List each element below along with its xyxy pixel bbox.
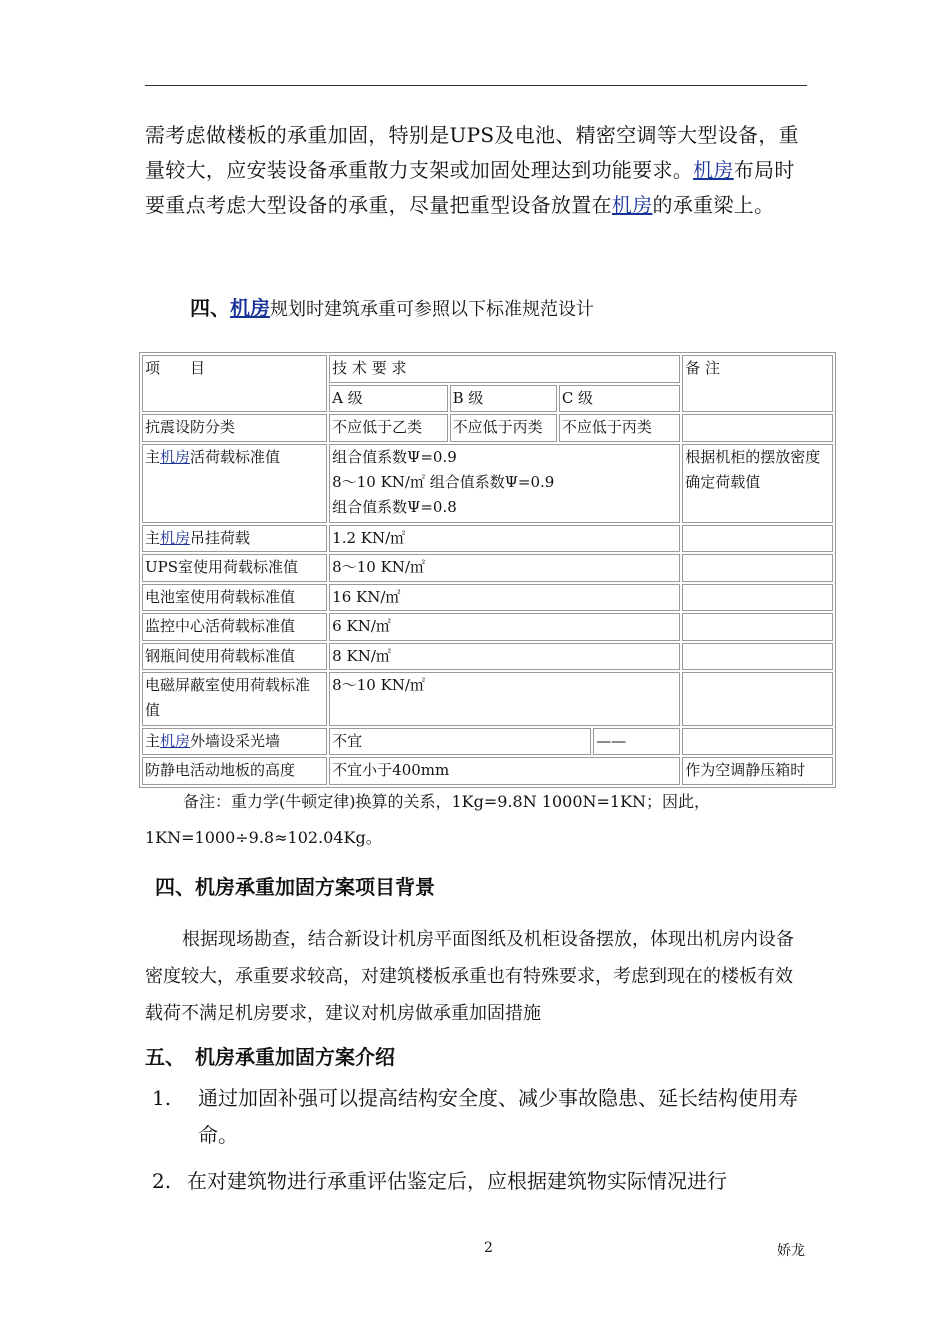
- list-number: 1.: [152, 1086, 172, 1110]
- table-row: [142, 525, 833, 553]
- row-value-c: 不应低于丙类: [559, 414, 680, 442]
- table-row: [142, 584, 833, 612]
- row-value: 不宜: [329, 728, 591, 756]
- header-remarks: 备 注: [682, 355, 833, 412]
- row-value-2: ——: [593, 728, 680, 756]
- table-row: [142, 728, 833, 756]
- link-jifang[interactable]: 机房: [611, 193, 653, 217]
- grade-c: C 级: [559, 385, 680, 413]
- standards-heading-text: 规划时建筑承重可参照以下标准规范设计: [270, 299, 594, 320]
- row-note: [682, 613, 833, 641]
- table-row: [142, 414, 833, 442]
- conversion-note: 备注：重力学(牛顿定律)换算的关系，1Kg=9.8N 1000N=1KN；因此，: [183, 792, 711, 811]
- row-item: 主机房活荷载标准值: [142, 444, 327, 523]
- link-jifang[interactable]: 机房: [693, 158, 734, 182]
- table-row: [142, 672, 833, 725]
- intro-text-3: 的承重梁上。: [652, 193, 775, 217]
- link-jifang[interactable]: 机房: [230, 296, 270, 320]
- row-note: 作为空调静压箱时: [682, 757, 833, 785]
- list-item: 通过加固补强可以提高结构安全度、减少事故隐患、延长结构使用寿命。: [198, 1086, 798, 1147]
- list-item: 在对建筑物进行承重评估鉴定后，应根据建筑物实际情况进行: [187, 1169, 727, 1193]
- row-item: 抗震设防分类: [142, 414, 327, 442]
- row-note: [682, 554, 833, 582]
- section-heading-background: 四、机房承重加固方案项目背景: [155, 875, 435, 899]
- row-value: 8～10 KN/㎡: [329, 672, 680, 725]
- table-row: [142, 757, 833, 785]
- row-item: 主机房吊挂荷载: [142, 525, 327, 553]
- row-item: UPS室使用荷载标准值: [142, 554, 327, 582]
- row-value-b: 不应低于丙类: [450, 414, 557, 442]
- row-item: 监控中心活荷载标准值: [142, 613, 327, 641]
- row-value: 16 KN/㎡: [329, 584, 680, 612]
- row-note: [682, 643, 833, 671]
- row-note: 根据机柜的摆放密度确定荷载值: [682, 444, 833, 523]
- row-value-a: 不应低于乙类: [329, 414, 447, 442]
- list-number: 2.: [152, 1169, 172, 1193]
- link-jifang[interactable]: 机房: [160, 731, 191, 750]
- standards-heading: [190, 294, 594, 324]
- row-value: 组合值系数Ψ=0.9 8～10 KN/㎡ 组合值系数Ψ=0.9 组合值系数Ψ=0.8: [329, 444, 680, 523]
- row-value: 6 KN/㎡: [329, 613, 680, 641]
- intro-paragraph: [145, 118, 810, 223]
- link-jifang[interactable]: 机房: [160, 447, 191, 466]
- row-note: [682, 414, 833, 442]
- grade-b: B 级: [450, 385, 557, 413]
- section-heading-intro: 五、 机房承重加固方案介绍: [145, 1045, 395, 1069]
- background-paragraph: 根据现场勘查，结合新设计机房平面图纸及机柜设备摆放，体现出机房内设备密度较大，承重要求较高，对建筑楼板承重也有特殊要求，考虑到现在的楼板有效载荷不满足机房要求，建议对机房做承重加固措施: [145, 929, 794, 1024]
- header-rule: [145, 85, 807, 86]
- row-note: [682, 584, 833, 612]
- grade-a: A 级: [329, 385, 447, 413]
- row-value: 8 KN/㎡: [329, 643, 680, 671]
- table-row: [142, 554, 833, 582]
- intro-text-2: 布局时要重点考虑大型设备的承重，尽量把重型设备放置在: [145, 158, 795, 217]
- row-note: [682, 525, 833, 553]
- row-note: [682, 728, 833, 756]
- conversion-note-cont: 1KN=1000÷9.8≈102.04Kg。: [145, 828, 382, 847]
- standards-heading-prefix: 四、: [190, 296, 230, 320]
- table-row: [142, 643, 833, 671]
- footer-author: 娇龙: [777, 1243, 805, 1259]
- header-tech-requirements: 技 术 要 求: [329, 355, 680, 383]
- row-value: 1.2 KN/㎡: [329, 525, 680, 553]
- page-number: 2: [484, 1240, 493, 1256]
- intro-text-1: 需考虑做楼板的承重加固，特别是UPS及电池、精密空调等大型设备，重量较大，应安装设备承重散力支架或加固处理达到功能要求。: [145, 123, 799, 182]
- load-standards-table: [139, 352, 836, 788]
- row-value: 不宜小于400mm: [329, 757, 680, 785]
- link-jifang[interactable]: 机房: [160, 528, 191, 547]
- row-item: 主机房外墙设采光墙: [142, 728, 327, 756]
- row-item: 电磁屏蔽室使用荷载标准值: [142, 672, 327, 725]
- header-item: 项 目: [142, 355, 327, 412]
- table-row: [142, 613, 833, 641]
- row-note: [682, 672, 833, 725]
- row-value: 8～10 KN/㎡: [329, 554, 680, 582]
- row-item: 防静电活动地板的高度: [142, 757, 327, 785]
- row-item: 电池室使用荷载标准值: [142, 584, 327, 612]
- table-row: [142, 444, 833, 523]
- row-item: 钢瓶间使用荷载标准值: [142, 643, 327, 671]
